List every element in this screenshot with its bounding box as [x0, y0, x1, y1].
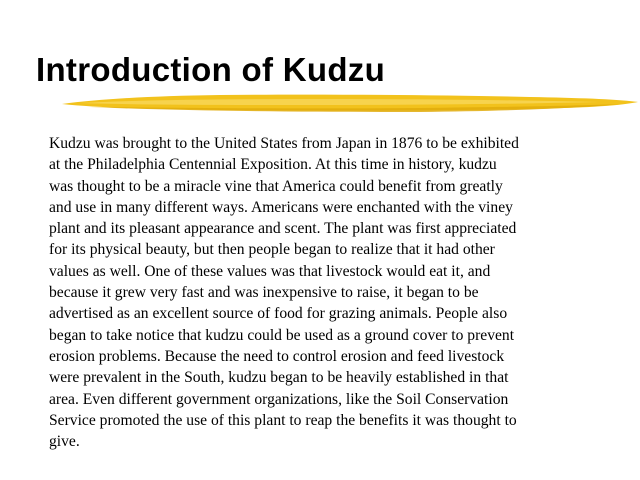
brush-stroke-underline	[60, 90, 640, 116]
body-line: erosion problems. Because the need to control erosion and feed livestock	[49, 347, 505, 365]
body-line: at the Philadelphia Centennial Exposition. At this time in history, kudzu	[49, 156, 497, 174]
body-paragraph	[49, 133, 611, 452]
body-line: Service promoted the use of this plant to reap the benefits it was thought to	[49, 411, 517, 429]
body-line: advertised as an excellent source of food for grazing animals. People also	[49, 305, 508, 323]
body-line: was thought to be a miracle vine that America could benefit from greatly	[49, 177, 503, 195]
body-line: give.	[49, 433, 80, 451]
body-line: because it grew very fast and was inexpensive to raise, it began to be	[49, 284, 479, 302]
body-line: and use in many different ways. Americans were enchanted with the viney	[49, 198, 513, 216]
body-line: for its physical beauty, but then people began to realize that it had other	[49, 241, 495, 259]
body-line: values as well. One of these values was that livestock would eat it, and	[49, 262, 491, 280]
body-line: began to take notice that kudzu could be used as a ground cover to prevent	[49, 326, 515, 344]
body-line: area. Even different government organizations, like the Soil Conservation	[49, 390, 509, 408]
body-line: plant and its pleasant appearance and scent. The plant was first appreciated	[49, 220, 517, 238]
slide-title: Introduction of Kudzu	[36, 51, 386, 88]
body-line: were prevalent in the South, kudzu began to be heavily established in that	[49, 369, 509, 387]
body-line: Kudzu was brought to the United States from Japan in 1876 to be exhibited	[49, 135, 519, 152]
